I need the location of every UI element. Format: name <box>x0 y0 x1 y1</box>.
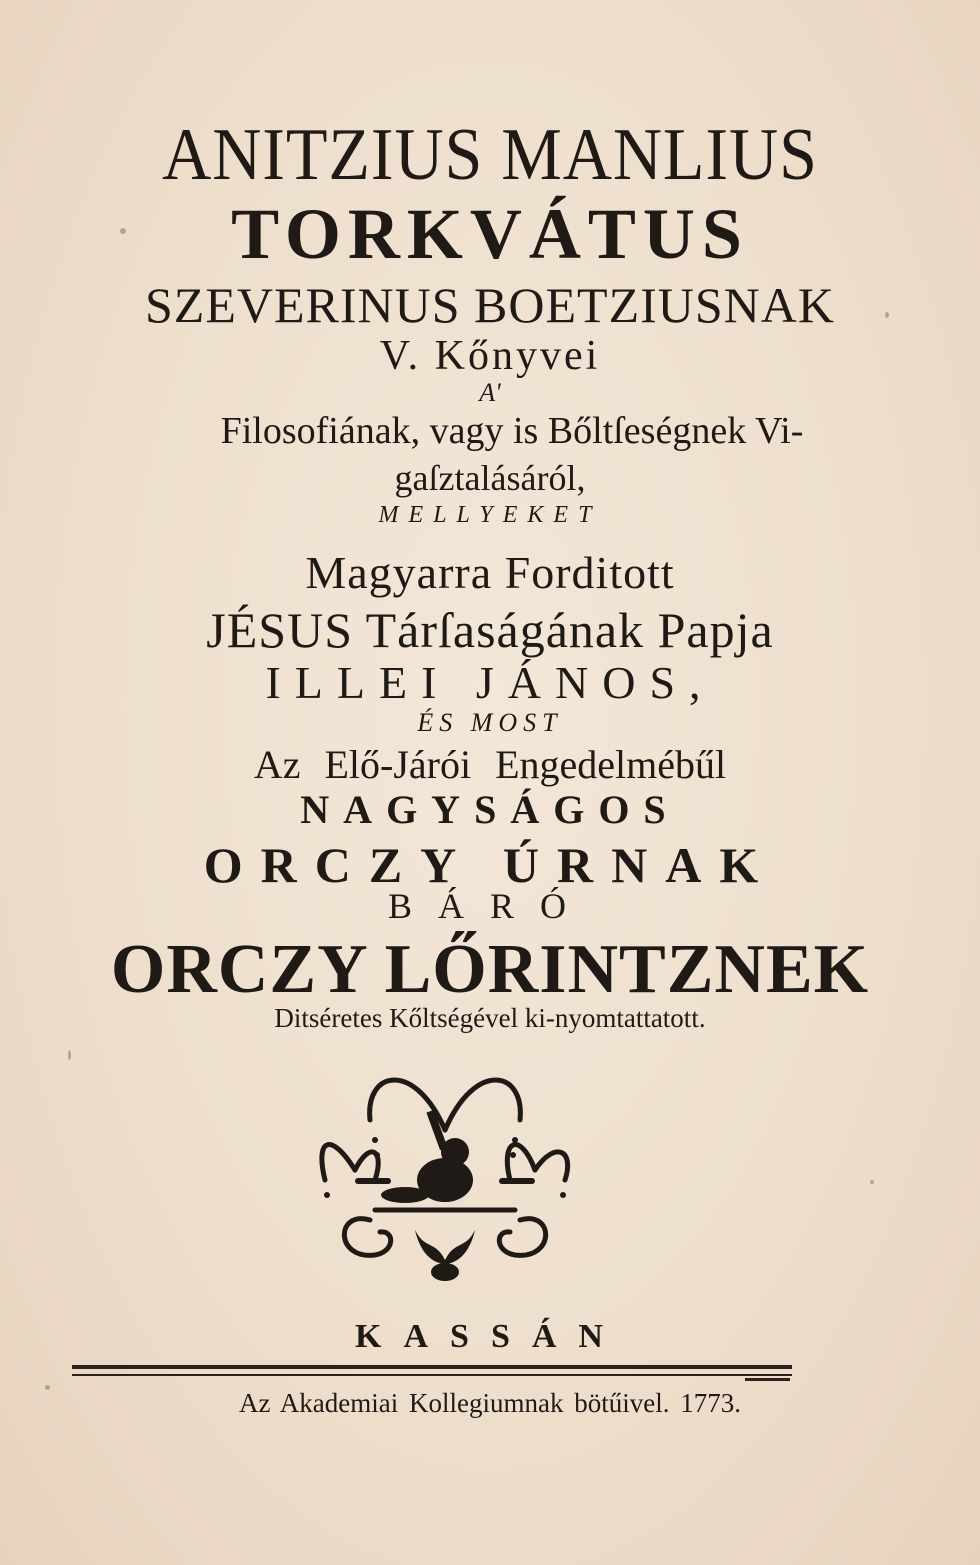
rule-tail <box>745 1378 790 1381</box>
title-line-3: SZEVERINUS BOETZIUSNAK <box>144 277 836 333</box>
translator-line: ILLEI JÁNOS, <box>265 657 715 708</box>
paper-speck <box>120 228 126 234</box>
fountain-cherub-ornament-icon <box>315 1060 575 1290</box>
permission-line: Az Elő-Járói Engedelmébűl <box>253 742 727 787</box>
patron-line: ORCZY LŐRINTZNEK <box>110 931 870 1008</box>
paper-speck <box>68 1050 71 1060</box>
subject-line-1: Filosofiának, vagy is Bőltſeségnek Vi- <box>220 410 804 452</box>
order-line: JÉSUS Tárſaságának Papja <box>206 602 774 658</box>
mellyeket-line: MELLYEKET <box>378 502 602 528</box>
double-rule-top <box>72 1365 792 1369</box>
subject-line-2: gaſztalásáról, <box>394 458 586 498</box>
paper-speck <box>870 1180 874 1184</box>
orczy-urnak-line: ORCZY ÚRNAK <box>203 837 777 893</box>
double-rule-bottom <box>72 1374 792 1376</box>
title-line-2: TORKVÁTUS <box>231 194 749 274</box>
paper-speck <box>885 312 889 318</box>
article-line: A' <box>479 378 501 407</box>
es-most-line: ÉS MOST <box>417 708 563 737</box>
printing-note-line: Ditséretes Kőltségével ki-nyomtattatott. <box>274 1003 706 1033</box>
place-line: KASSÁN <box>355 1318 625 1355</box>
baro-line: BÁRÓ <box>387 886 593 926</box>
paper-speck <box>45 1385 50 1390</box>
nagysagos-line: NAGYSÁGOS <box>300 787 680 832</box>
title-line-4: V. Kőnyvei <box>379 333 601 379</box>
translated-line: Magyarra Forditott <box>305 547 675 598</box>
imprint-line: Az Akademiai Kollegiumnak bötűivel. 1773. <box>239 1388 741 1418</box>
title-line-1: ANITZIUS MANLIUS <box>162 114 818 196</box>
